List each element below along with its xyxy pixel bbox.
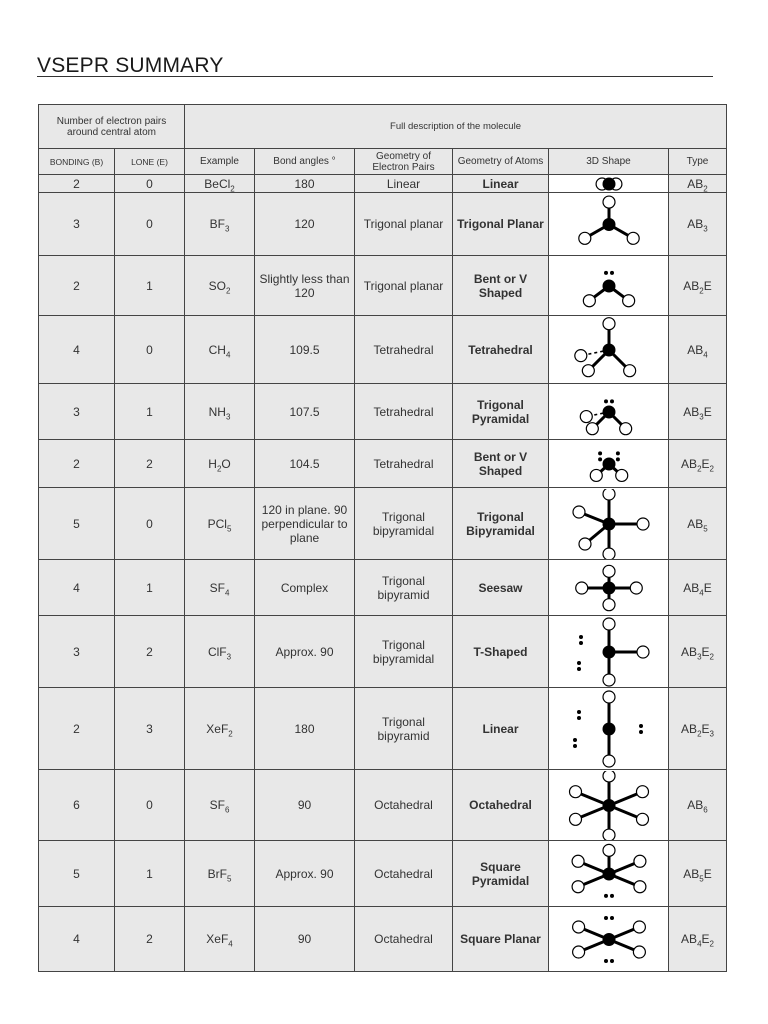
central-atom-icon (602, 645, 615, 658)
outer-atom-icon (627, 232, 639, 244)
example-formula (185, 175, 255, 193)
central-atom-icon (602, 517, 615, 530)
outer-atom-icon (622, 294, 634, 306)
type-base: AB (683, 866, 700, 881)
table-row (39, 616, 727, 688)
bond-angle: 107.5 (255, 384, 355, 440)
type-lone-subscript: 2 (709, 939, 714, 949)
outer-atom-icon (586, 422, 598, 434)
header-electron-pairs: Number of electron pairs around central atom (39, 105, 185, 149)
electron-pair-geometry: Trigonal bipyramidal (355, 616, 453, 688)
type-base: AB (681, 456, 698, 471)
table-row (39, 560, 727, 616)
central-atom-icon (602, 405, 615, 418)
lone-pair-icon (610, 958, 614, 962)
bond-angle: 180 (255, 175, 355, 193)
bond-angle: 90 (255, 907, 355, 972)
atom-geometry: Linear (453, 688, 549, 770)
outer-atom-icon (603, 317, 615, 329)
molecule-shape-icon (554, 771, 664, 840)
lone-pair-icon (604, 399, 608, 403)
type-subscript: 2 (699, 285, 704, 295)
formula-base: BrF (207, 866, 227, 881)
outer-atom-icon (603, 829, 615, 840)
lone-count: 1 (115, 384, 185, 440)
bonding-count: 6 (39, 770, 115, 841)
outer-atom-icon (583, 294, 595, 306)
atom-geometry: Bent or V Shaped (453, 440, 549, 488)
bond-angle: 120 (255, 193, 355, 256)
type-subscript: 4 (697, 939, 702, 949)
type-lone: E (703, 278, 712, 293)
atom-geometry: Linear (453, 175, 549, 193)
lone-pair-icon (639, 730, 643, 734)
lone-count: 0 (115, 770, 185, 841)
bond-angle: Approx. 90 (255, 841, 355, 907)
type-subscript: 2 (697, 463, 702, 473)
electron-pair-geometry: Trigonal planar (355, 256, 453, 316)
lone-count: 2 (115, 440, 185, 488)
electron-pair-geometry: Tetrahedral (355, 316, 453, 384)
molecule-shape-icon (554, 908, 664, 971)
type-lone: E (701, 644, 710, 659)
bonding-count: 4 (39, 560, 115, 616)
molecule-shape-icon (554, 317, 664, 383)
table-row (39, 256, 727, 316)
outer-atom-icon (633, 946, 645, 958)
outer-atom-icon (569, 813, 581, 825)
shape-cell (549, 688, 669, 770)
type-base: AB (687, 798, 704, 812)
lone-count: 1 (115, 841, 185, 907)
central-atom-icon (602, 867, 615, 880)
formula-base: XeF (206, 932, 229, 946)
formula-subscript: 2 (228, 728, 233, 738)
molecule-shape-icon (554, 441, 664, 487)
type-lone-subscript: 2 (709, 463, 714, 473)
lone-count: 0 (115, 175, 185, 193)
lone-pair-icon (604, 893, 608, 897)
type-subscript: 3 (699, 411, 704, 421)
formula-tail: O (221, 456, 231, 471)
type-subscript: 6 (703, 805, 708, 815)
outer-atom-icon (590, 469, 602, 481)
atom-geometry: Seesaw (453, 560, 549, 616)
bond-angle: 104.5 (255, 440, 355, 488)
electron-pair-geometry: Tetrahedral (355, 440, 453, 488)
outer-atom-icon (623, 364, 635, 376)
type-lone: E (701, 721, 710, 736)
vsepr-type (669, 256, 727, 316)
outer-atom-icon (579, 538, 591, 550)
example-formula (185, 616, 255, 688)
bond-angle: 180 (255, 688, 355, 770)
formula-subscript: 3 (224, 224, 230, 234)
atom-geometry: Trigonal Planar (453, 193, 549, 256)
outer-atom-icon (603, 771, 615, 782)
outer-atom-icon (636, 813, 648, 825)
electron-pair-geometry: Trigonal bipyramid (355, 688, 453, 770)
table-row (39, 907, 727, 972)
outer-atom-icon (572, 855, 584, 867)
example-formula (185, 488, 255, 560)
header-lone: LONE (E) (115, 149, 185, 175)
formula-base: BF (209, 217, 225, 231)
type-subscript: 3 (703, 224, 708, 234)
type-base: AB (687, 516, 704, 531)
bond-angle: Approx. 90 (255, 616, 355, 688)
header-geometry-atoms: Geometry of Atoms (453, 149, 549, 175)
outer-atom-icon (603, 598, 615, 610)
lone-pair-icon (610, 399, 614, 403)
header-row-top (39, 105, 727, 149)
lone-pair-icon (573, 738, 577, 742)
atom-geometry: Square Pyramidal (453, 841, 549, 907)
shape-cell (549, 316, 669, 384)
outer-atom-icon (603, 844, 615, 856)
type-subscript: 4 (699, 587, 704, 597)
electron-pair-geometry: Octahedral (355, 841, 453, 907)
lone-pair-icon (610, 893, 614, 897)
outer-atom-icon (615, 469, 627, 481)
table-row (39, 384, 727, 440)
formula-base: SO (208, 278, 226, 293)
vsepr-type (669, 384, 727, 440)
type-base: AB (687, 176, 704, 191)
formula-base: SF (209, 580, 225, 595)
type-subscript: 2 (697, 728, 702, 738)
lone-pair-icon (577, 667, 581, 671)
bonding-count: 5 (39, 841, 115, 907)
shape-cell (549, 841, 669, 907)
bond-angle: 90 (255, 770, 355, 841)
bonding-count: 2 (39, 688, 115, 770)
example-formula (185, 688, 255, 770)
outer-atom-icon (637, 518, 649, 530)
outer-atom-icon (603, 691, 615, 703)
outer-atom-icon (633, 855, 645, 867)
bonding-count: 4 (39, 316, 115, 384)
lone-pair-icon (573, 744, 577, 748)
lone-count: 3 (115, 688, 185, 770)
shape-cell (549, 770, 669, 841)
type-subscript: 4 (703, 349, 708, 359)
electron-pair-geometry: Linear (355, 175, 453, 193)
molecule-shape-icon (554, 689, 664, 769)
outer-atom-icon (572, 920, 584, 932)
outer-atom-icon (633, 920, 645, 932)
type-subscript: 3 (697, 651, 702, 661)
outer-atom-icon (603, 755, 615, 767)
type-base: AB (683, 278, 700, 293)
formula-subscript: 3 (225, 411, 231, 421)
formula-base: ClF (207, 644, 227, 659)
atom-geometry: T-Shaped (453, 616, 549, 688)
lone-pair-icon (577, 716, 581, 720)
type-lone: E (701, 456, 710, 471)
outer-atom-icon (603, 489, 615, 500)
lone-pair-icon (577, 710, 581, 714)
outer-atom-icon (569, 785, 581, 797)
shape-cell (549, 560, 669, 616)
bonding-count: 4 (39, 907, 115, 972)
formula-base: NH (208, 404, 226, 419)
outer-atom-icon (603, 618, 615, 630)
formula-subscript: 2 (230, 183, 235, 193)
shape-cell (549, 175, 669, 193)
lone-count: 0 (115, 316, 185, 384)
bonding-count: 2 (39, 175, 115, 193)
type-base: AB (687, 342, 704, 357)
table-row (39, 841, 727, 907)
type-base: AB (683, 580, 700, 595)
lone-pair-icon (604, 916, 608, 920)
outer-atom-icon (619, 422, 631, 434)
molecule-shape-icon (554, 176, 664, 192)
type-lone-subscript: 2 (709, 651, 714, 661)
electron-pair-geometry: Octahedral (355, 770, 453, 841)
shape-cell (549, 488, 669, 560)
electron-pair-geometry: Octahedral (355, 907, 453, 972)
central-atom-icon (602, 343, 615, 356)
formula-subscript: 4 (228, 939, 233, 949)
formula-base: H (208, 456, 217, 471)
lone-pair-icon (639, 724, 643, 728)
table-row (39, 193, 727, 256)
bonding-count: 2 (39, 256, 115, 316)
shape-cell (549, 384, 669, 440)
vsepr-type (669, 907, 727, 972)
atom-geometry: Bent or V Shaped (453, 256, 549, 316)
formula-subscript: 3 (226, 651, 232, 661)
type-lone: E (703, 580, 712, 595)
central-atom-icon (602, 581, 615, 594)
lone-pair-icon (610, 270, 614, 274)
outer-atom-icon (630, 582, 642, 594)
lone-count: 1 (115, 560, 185, 616)
outer-atom-icon (574, 349, 586, 361)
table-row (39, 488, 727, 560)
atom-geometry: Trigonal Bipyramidal (453, 488, 549, 560)
type-base: AB (687, 217, 704, 231)
molecule-shape-icon (554, 194, 664, 255)
outer-atom-icon (633, 880, 645, 892)
electron-pair-geometry: Tetrahedral (355, 384, 453, 440)
header-full-description: Full description of the molecule (185, 105, 727, 149)
lone-pair-icon (579, 641, 583, 645)
outer-atom-icon (603, 548, 615, 559)
molecule-shape-icon (554, 385, 664, 439)
outer-atom-icon (572, 946, 584, 958)
lone-count: 2 (115, 907, 185, 972)
lone-pair-icon (615, 457, 619, 461)
vsepr-type (669, 841, 727, 907)
table-row (39, 175, 727, 193)
outer-atom-icon (573, 506, 585, 518)
formula-subscript: 6 (224, 805, 230, 815)
example-formula (185, 256, 255, 316)
type-base: AB (681, 721, 698, 736)
example-formula (185, 841, 255, 907)
formula-base: PCl (207, 516, 227, 531)
atom-geometry: Octahedral (453, 770, 549, 841)
vsepr-type (669, 193, 727, 256)
molecule-shape-icon (554, 257, 664, 315)
formula-subscript: 4 (224, 587, 230, 597)
example-formula (185, 560, 255, 616)
central-atom-icon (602, 218, 615, 231)
vsepr-type (669, 688, 727, 770)
example-formula (185, 907, 255, 972)
lone-pair-icon (598, 451, 602, 455)
atom-geometry: Tetrahedral (453, 316, 549, 384)
shape-cell (549, 193, 669, 256)
type-lone-subscript: 3 (709, 728, 714, 738)
formula-base: CH (208, 342, 226, 357)
electron-pair-geometry: Trigonal bipyramidal (355, 488, 453, 560)
shape-cell (549, 440, 669, 488)
header-row-columns (39, 149, 727, 175)
lone-pair-icon (610, 916, 614, 920)
formula-subscript: 2 (225, 285, 231, 295)
lone-pair-icon (577, 661, 581, 665)
outer-atom-icon (637, 646, 649, 658)
shape-cell (549, 616, 669, 688)
lone-pair-icon (604, 958, 608, 962)
header-bond-angles: Bond angles ° (255, 149, 355, 175)
title-divider (37, 76, 713, 77)
header-geometry-pairs: Geometry of Electron Pairs (355, 149, 453, 175)
page-title: VSEPR SUMMARY (37, 54, 224, 77)
formula-subscript: 5 (226, 873, 232, 883)
molecule-shape-icon (554, 489, 664, 559)
formula-subscript: 5 (226, 523, 232, 533)
bond-angle: 109.5 (255, 316, 355, 384)
electron-pair-geometry: Trigonal bipyramid (355, 560, 453, 616)
lone-count: 1 (115, 256, 185, 316)
header-3d-shape: 3D Shape (549, 149, 669, 175)
lone-pair-icon (579, 635, 583, 639)
header-type: Type (669, 149, 727, 175)
vsepr-table (38, 104, 727, 972)
outer-atom-icon (582, 364, 594, 376)
shape-cell (549, 256, 669, 316)
type-lone: E (703, 866, 712, 881)
outer-atom-icon (603, 565, 615, 577)
bond-angle: Slightly less than 120 (255, 256, 355, 316)
central-atom-icon (602, 457, 615, 470)
molecule-shape-icon (554, 842, 664, 906)
lone-count: 0 (115, 488, 185, 560)
table-row (39, 440, 727, 488)
example-formula (185, 440, 255, 488)
shape-cell (549, 907, 669, 972)
vsepr-type (669, 770, 727, 841)
table-row (39, 770, 727, 841)
vsepr-type (669, 488, 727, 560)
bond-angle: Complex (255, 560, 355, 616)
bonding-count: 3 (39, 384, 115, 440)
example-formula (185, 193, 255, 256)
example-formula (185, 770, 255, 841)
type-subscript: 5 (699, 873, 704, 883)
table-row (39, 688, 727, 770)
header-bonding: BONDING (B) (39, 149, 115, 175)
vsepr-type (669, 560, 727, 616)
type-base: AB (681, 644, 698, 659)
outer-atom-icon (575, 582, 587, 594)
lone-pair-icon (604, 270, 608, 274)
molecule-shape-icon (554, 617, 664, 687)
formula-base: SF (209, 798, 225, 812)
central-atom-icon (602, 722, 615, 735)
outer-atom-icon (636, 785, 648, 797)
table-row (39, 316, 727, 384)
example-formula (185, 384, 255, 440)
type-base: AB (681, 932, 698, 946)
lone-pair-icon (615, 451, 619, 455)
central-atom-icon (602, 279, 615, 292)
outer-atom-icon (578, 232, 590, 244)
central-atom-icon (602, 177, 615, 190)
outer-atom-icon (603, 196, 615, 208)
outer-atom-icon (603, 674, 615, 686)
type-subscript: 5 (703, 523, 708, 533)
type-base: AB (683, 404, 700, 419)
lone-count: 2 (115, 616, 185, 688)
vsepr-type (669, 175, 727, 193)
formula-base: XeF (206, 721, 229, 736)
central-atom-icon (602, 799, 615, 812)
electron-pair-geometry: Trigonal planar (355, 193, 453, 256)
vsepr-type (669, 316, 727, 384)
formula-base: BeCl (204, 176, 231, 191)
header-example: Example (185, 149, 255, 175)
bonding-count: 3 (39, 193, 115, 256)
formula-subscript: 2 (216, 463, 222, 473)
vsepr-type (669, 616, 727, 688)
lone-pair-icon (598, 457, 602, 461)
atom-geometry: Square Planar (453, 907, 549, 972)
bonding-count: 3 (39, 616, 115, 688)
formula-subscript: 4 (225, 349, 231, 359)
type-lone: E (701, 932, 710, 946)
atom-geometry: Trigonal Pyramidal (453, 384, 549, 440)
outer-atom-icon (580, 410, 592, 422)
vsepr-type (669, 440, 727, 488)
central-atom-icon (602, 933, 615, 946)
bonding-count: 5 (39, 488, 115, 560)
bonding-count: 2 (39, 440, 115, 488)
bond-angle: 120 in plane. 90 perpendicular to plane (255, 488, 355, 560)
type-subscript: 2 (703, 183, 708, 193)
example-formula (185, 316, 255, 384)
lone-count: 0 (115, 193, 185, 256)
type-lone: E (703, 404, 712, 419)
outer-atom-icon (572, 880, 584, 892)
molecule-shape-icon (554, 561, 664, 615)
